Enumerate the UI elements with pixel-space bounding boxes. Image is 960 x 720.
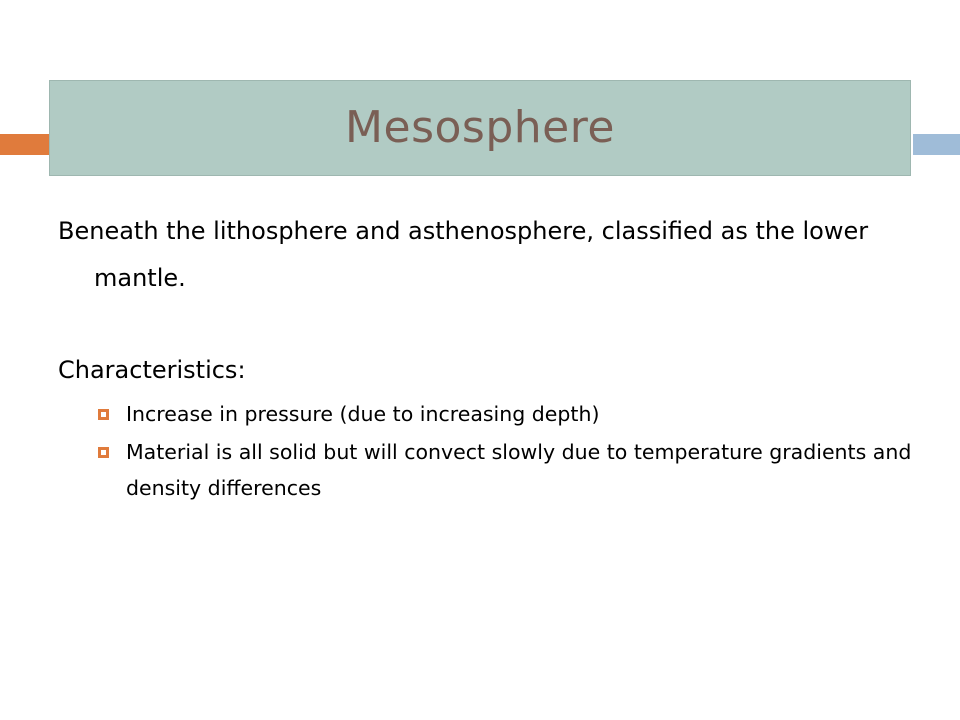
title-banner <box>49 80 911 176</box>
list-item-text: Increase in pressure (due to increasing depth) <box>126 402 600 426</box>
intro-paragraph: Beneath the lithosphere and asthenosphere, classified as the lower mantle. <box>58 217 869 292</box>
characteristics-list <box>58 396 918 506</box>
title-accent-bar-left <box>0 134 50 155</box>
slide-body <box>58 208 918 508</box>
square-bullet-icon <box>98 409 109 420</box>
slide-title: Mesosphere <box>345 102 615 153</box>
list-item-text: Material is all solid but will convect slowly due to temperature gradients and density differences <box>126 440 912 500</box>
list-item <box>58 396 918 432</box>
title-accent-bar-right <box>913 134 960 155</box>
square-bullet-icon <box>98 447 109 458</box>
list-item <box>58 434 918 506</box>
characteristics-heading: Characteristics: <box>58 356 246 384</box>
